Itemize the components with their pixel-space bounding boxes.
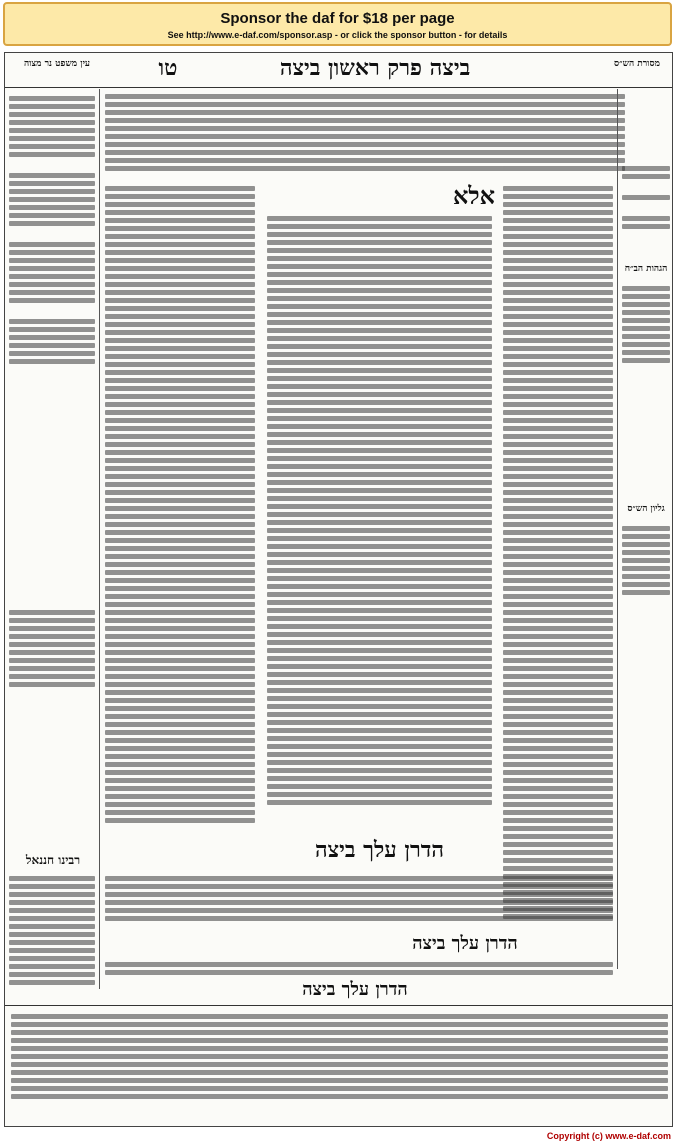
ein-mishpat-column xyxy=(9,93,95,853)
footer-rule xyxy=(5,1005,672,1006)
hadran-main-title: הדרן עלך ביצה xyxy=(314,837,445,863)
gemara-opening-word: אלא xyxy=(453,181,496,210)
lower-commentary-block-2 xyxy=(105,959,613,979)
bottom-glosses xyxy=(11,1011,668,1116)
header-rule xyxy=(5,87,672,88)
hagahot-column xyxy=(622,283,670,443)
rabbeinu-chananel-text xyxy=(9,873,95,993)
masoret-hashas-label: מסורת הש״ס xyxy=(614,59,660,69)
rashi-top-block xyxy=(105,91,625,181)
sponsor-title[interactable]: Sponsor the daf for $18 per page xyxy=(220,10,455,27)
left-margin-rule xyxy=(99,89,100,989)
copyright-footer[interactable]: Copyright (c) www.e-daf.com xyxy=(546,1131,671,1141)
gilyon-title: גליון הש״ס xyxy=(627,504,665,514)
right-margin-rule xyxy=(617,89,618,969)
lower-commentary-block xyxy=(105,873,613,933)
ein-mishpat-label: עין משפט נר מצוה xyxy=(23,59,91,69)
sponsor-banner[interactable] xyxy=(3,2,672,46)
page-title: ביצה פרק ראשון ביצה xyxy=(279,55,471,81)
tosafot-column xyxy=(105,183,255,843)
page-number: טו xyxy=(158,55,178,81)
hagahot-title: הגהות הב״ח xyxy=(624,264,668,274)
hadran-bottom-title: הדרן עלך ביצה xyxy=(302,979,408,1000)
talmud-page xyxy=(4,52,673,1127)
hadran-rashi-title: הדרן עלך ביצה xyxy=(412,933,518,954)
sponsor-subtitle[interactable]: See http://www.e-daf.com/sponsor.asp - or click the sponsor button - for details xyxy=(167,30,508,40)
rabbeinu-chananel-title: רבינו חננאל xyxy=(25,853,81,867)
gemara-column xyxy=(267,213,492,833)
gilyon-column xyxy=(622,523,670,653)
rashi-column xyxy=(503,183,613,923)
